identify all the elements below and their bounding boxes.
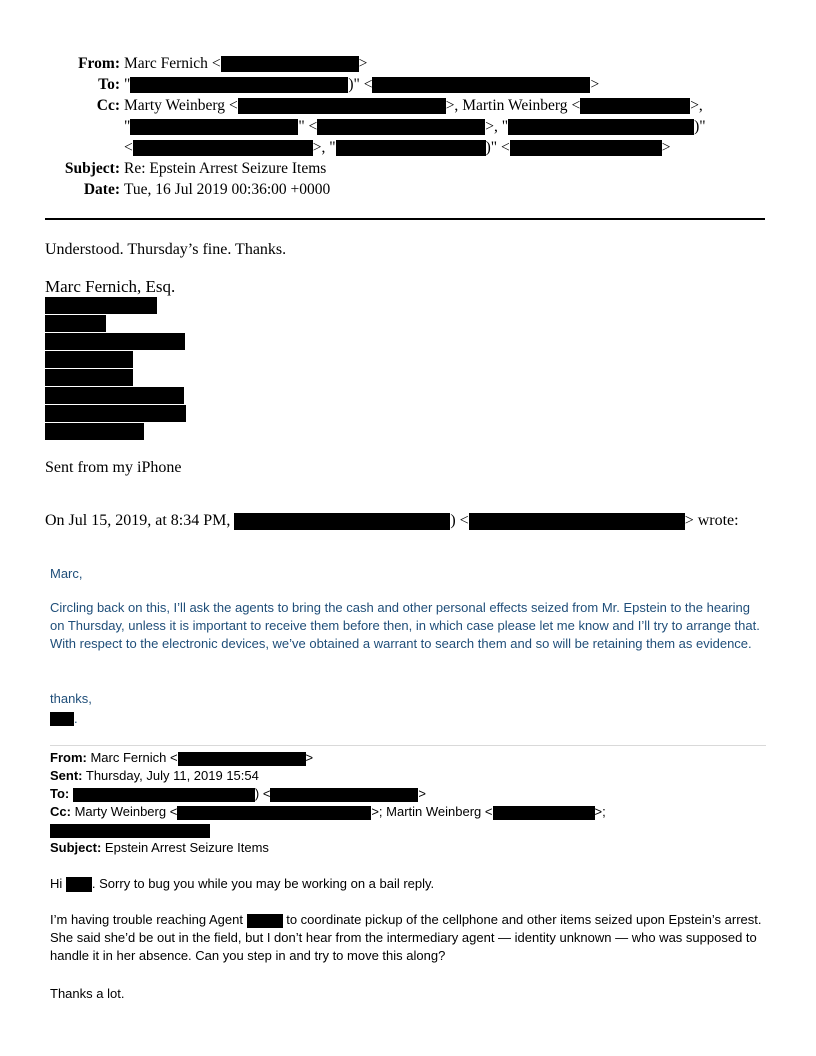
redaction — [336, 140, 486, 156]
quoted-divider — [50, 745, 766, 746]
header-to-row: To: " )" < > — [40, 74, 780, 95]
redaction — [45, 297, 157, 314]
header-divider — [45, 218, 765, 220]
redaction — [221, 56, 359, 72]
quoted-body: Circling back on this, I’ll ask the agents to bring the cash and other personal effects seized from Mr. Epstein to the hearing on Thursday, unless it is important to receive them before then, in which case please let me know and I’ll try to arrange that. With respect to the electronic devices, we’ve obtained a warrant to search them and so will be retaining them as evidence. — [50, 600, 760, 651]
original-greeting: Hi . Sorry to bug you while you may be working on a bail reply. — [50, 876, 435, 891]
header-subject-row — [40, 158, 780, 179]
sent-from-line: Sent from my iPhone — [45, 459, 182, 476]
header-from-row: From: Marc Fernich < > — [40, 53, 780, 74]
redaction — [580, 98, 690, 114]
redaction — [45, 351, 133, 368]
original-header: From: Marc Fernich < > Sent: Thursday, July 11, 2019 15:54 To: ) < > Cc: Marty Weinberg < >; Martin Weinberg < >; Subject: Epstein Arrest Seizure Items — [50, 750, 606, 855]
original-body-paragraph: I’m having trouble reaching Agent to coordinate pickup of the cellphone and other items seized upon Epstein’s arrest. She said she’d be out in the field, but I don’t hear from the intermediary agent — identity unknown — who was supposed to handle it in her absence. Can you step in and try to move this along? — [50, 912, 762, 963]
redaction — [238, 98, 446, 114]
to-label: To: — [98, 76, 120, 93]
redaction — [73, 788, 255, 802]
original-subject-value: Epstein Arrest Seizure Items — [104, 840, 269, 855]
redaction — [133, 140, 313, 156]
original-sent-value: Thursday, July 11, 2019 15:54 — [85, 768, 259, 783]
redaction — [45, 423, 144, 440]
redaction — [50, 712, 74, 726]
redaction — [177, 806, 371, 820]
redaction — [270, 788, 418, 802]
redaction — [130, 119, 298, 135]
quote-attribution: On Jul 15, 2019, at 8:34 PM, ) < > wrote: — [45, 512, 739, 529]
original-subject-label: Subject: — [50, 840, 102, 855]
subject-label: Subject: — [64, 160, 120, 177]
redaction — [234, 513, 450, 530]
cc-label: Cc: — [96, 97, 120, 114]
redaction — [130, 77, 348, 93]
date-label: Date: — [83, 181, 120, 198]
quoted-greeting: Marc, — [50, 566, 83, 581]
redaction — [45, 333, 185, 350]
original-thanks: Thanks a lot. — [50, 986, 125, 1001]
signature-name: Marc Fernich, Esq. — [45, 277, 176, 296]
subject-value: Re: Epstein Arrest Seizure Items — [124, 160, 327, 177]
redaction — [493, 806, 595, 820]
redaction — [508, 119, 694, 135]
cc-name-1: Marty Weinberg — [124, 97, 226, 114]
redaction — [45, 369, 133, 386]
original-from-label: From: — [50, 750, 87, 765]
redaction — [469, 513, 685, 530]
header-date-row — [40, 179, 780, 200]
redaction — [50, 824, 210, 838]
original-cc-name-1: Marty Weinberg — [74, 804, 167, 819]
redaction — [66, 877, 92, 892]
redaction — [178, 752, 306, 766]
quoted-closing: thanks, — [50, 691, 92, 706]
from-label: From: — [78, 55, 120, 72]
original-sent-label: Sent: — [50, 768, 83, 783]
original-from-name: Marc Fernich — [90, 750, 167, 765]
reply-body: Understood. Thursday’s fine. Thanks. — [45, 241, 287, 258]
email-header: From: Marc Fernich < > To: " )" < > Cc: Marty Weinberg < >, Martin Weinberg < >, " " < >, " )" < >, " )" < > Subject: Re: Epstein Arrest Seizure Items Date: Tue, 16 Jul 2019 00:36:00 +0000 — [40, 53, 780, 200]
date-value: Tue, 16 Jul 2019 00:36:00 +0000 — [124, 181, 331, 198]
cc-name-2: Martin Weinberg — [462, 97, 568, 114]
original-cc-name-2: Martin Weinberg — [386, 804, 482, 819]
redaction — [45, 315, 106, 332]
original-cc-label: Cc: — [50, 804, 71, 819]
original-to-label: To: — [50, 786, 70, 801]
redaction — [317, 119, 485, 135]
header-cc-row: Cc: Marty Weinberg < >, Martin Weinberg < >, — [40, 95, 780, 116]
redaction — [247, 914, 283, 928]
redaction — [45, 405, 186, 422]
from-name: Marc Fernich — [124, 55, 208, 72]
redaction — [510, 140, 662, 156]
redaction — [372, 77, 590, 93]
redaction — [45, 387, 184, 404]
